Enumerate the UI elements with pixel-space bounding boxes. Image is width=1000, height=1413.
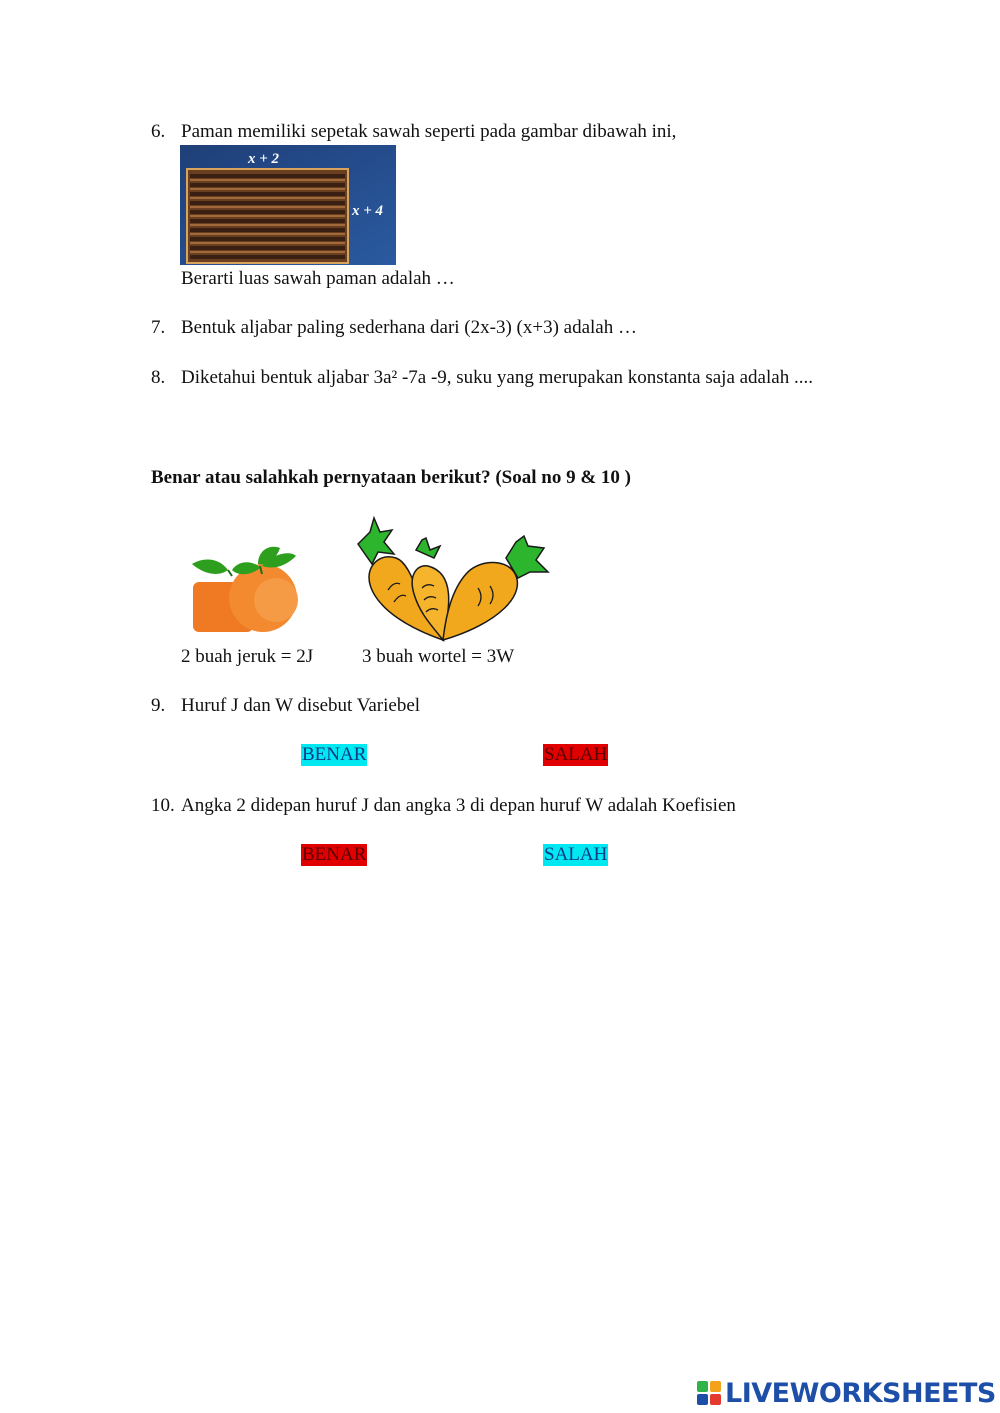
rice-field-image <box>180 145 396 265</box>
question-6-followup: Berarti luas sawah paman adalah … <box>181 268 455 289</box>
question-text: Bentuk aljabar paling sederhana dari (2x-3) (x+3) adalah … <box>181 317 637 338</box>
question-text: Angka 2 didepan huruf J dan angka 3 di depan huruf W adalah Koefisien <box>181 795 736 816</box>
logo-grid-icon <box>697 1381 721 1405</box>
liveworksheets-logo <box>697 1378 996 1408</box>
q9-benar-option[interactable]: BENAR <box>302 744 367 765</box>
question-text: Paman memiliki sepetak sawah seperti pada gambar dibawah ini, <box>181 121 677 142</box>
carrot-caption: 3 buah wortel = 3W <box>362 646 515 667</box>
question-number: 6. <box>151 121 166 142</box>
oranges-image <box>188 540 300 635</box>
question-text: Diketahui bentuk aljabar 3a² -7a -9, suku yang merupakan konstanta saja adalah .... <box>181 367 813 388</box>
question-text: Huruf J dan W disebut Variebel <box>181 695 421 716</box>
q10-benar-option[interactable]: BENAR <box>302 844 367 865</box>
orange-caption: 2 buah jeruk = 2J <box>181 646 314 667</box>
carrots-image <box>348 514 553 644</box>
q10-salah-option[interactable]: SALAH <box>544 844 608 865</box>
q9-salah-option[interactable]: SALAH <box>544 744 608 765</box>
question-number: 7. <box>151 317 166 338</box>
rice-field-illustration <box>180 145 396 265</box>
section-title: Benar atau salahkah pernyataan berikut? (Soal no 9 & 10 ) <box>151 467 631 488</box>
logo-wordmark: LIVEWORKSHEETS <box>725 1377 996 1409</box>
field-width-label: x + 2 <box>248 151 280 167</box>
field-height-label: x + 4 <box>352 203 384 219</box>
orange-fruit-icon <box>188 540 300 635</box>
question-number: 8. <box>151 367 166 388</box>
question-number: 9. <box>151 695 166 716</box>
carrot-icon <box>348 514 553 644</box>
question-number: 10. <box>151 795 175 816</box>
